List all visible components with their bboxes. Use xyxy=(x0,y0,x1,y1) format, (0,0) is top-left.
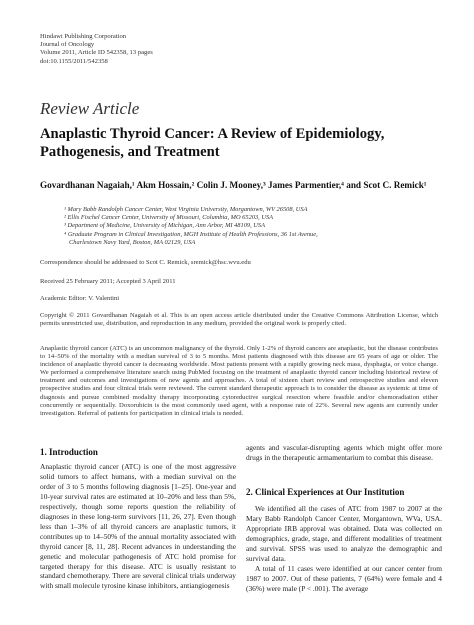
section-heading-clinical-experiences: 2. Clinical Experiences at Our Institution xyxy=(246,487,405,497)
clinical-paragraph-1: We identified all the cases of ATC from 1987 to 2007 at the Mary Babb Randolph Cancer Center, Morgantown, WVa, USA. Appropriate IRB approval was obtained. Data was collected on demographics, grade, stage, and different modalities of treatment and survival. SPSS was used to analyze the demographic and survival data. xyxy=(246,504,442,563)
affiliations xyxy=(64,206,444,247)
affiliation-2: ² Ellis Fischel Cancer Center, University of Missouri, Columbia, MO 65203, USA xyxy=(64,214,274,222)
introduction-continued xyxy=(246,443,442,463)
journal-line: Journal of Oncology xyxy=(40,41,95,49)
introduction-paragraph-continued: agents and vascular-disrupting agents which might offer more drugs in the therapeutic armamentarium to combat this disease. xyxy=(246,443,442,462)
clinical-experiences-body xyxy=(246,504,442,594)
article-type: Review Article xyxy=(40,99,140,118)
volume-line: Volume 2011, Article ID 542358, 13 pages xyxy=(40,49,153,57)
introduction-paragraph: Anaplastic thyroid cancer (ATC) is one of the most aggressive solid tumors to affect humans, with a median survival on the order of 3 to 5 months following diagnosis [1–25]. One-year and 10-year survival rates are estimated at 10–20% and less than 5%, respectively, though some reports question the reliability of diagnoses in these long-term survivors [11, 26, 27]. Even though less than 1–3% of all thyroid cancers are anaplastic tumors, it contributes up to 14–50% of the annual mortality associated with thyroid cancer [8, 11, 28]. Recent advances in understanding the genetic and molecular pathogenesis of ATC hold promise for targeted therapy for this disease. ATC is usually resistant to standard chemotherapy. There are several clinical trials underway with small molecule tyrosine kinase inhibitors, antiangiogenesis xyxy=(40,462,236,591)
correspondence: Correspondence should be addressed to Scot C. Remick, sremick@hsc.wvu.edu xyxy=(40,259,251,266)
affiliation-4-cont: Charlestown Navy Yard, Boston, MA 02129, USA xyxy=(69,238,196,246)
introduction-body xyxy=(40,462,236,591)
received-dates: Received 25 February 2011; Accepted 3 April 2011 xyxy=(40,278,176,285)
abstract: Anaplastic thyroid cancer (ATC) is an uncommon malignancy of the thyroid. Only 1-2% of thyroid cancers are anaplastic, but the disease contributes to 14–50% of the mortality with a median survival of 3 to 5 months. Most patients diagnosed with this disease are 65 years of age or older. The incidence of anaplastic thyroid cancer is decreasing worldwide. Most patients present with a rapidly growing neck mass, dysphagia, or voice change. We performed a comprehensive literature search using PubMed focusing on the treatment of anaplastic thyroid cancer including historical review of treatment and outcomes and investigations of new agents and approaches. A total of sixteen chart review and retrospective studies and eleven prospective studies and four clinical trials were reviewed. The current standard therapeutic approach is to consider the disease as systemic at time of diagnosis and pursue combined modality therapy incorporating cytoreductive surgical resection where feasible and/or chemoradiation either concurrently or sequentially. Doxorubicin is the most commonly used agent, with a response rate of 22%. Several new agents are currently under investigation. Referral of patients for participation in clinical trials is needed. xyxy=(40,345,438,417)
affiliation-3: ³ Department of Medicine, University of Michigan, Ann Arbor, MI 48109, USA xyxy=(64,222,266,230)
academic-editor: Academic Editor: V. Valentini xyxy=(40,295,120,302)
publisher-line: Hindawi Publishing Corporation xyxy=(40,33,127,40)
section-heading-introduction: 1. Introduction xyxy=(40,447,98,457)
article-title: Anaplastic Thyroid Cancer: A Review of Epidemiology, Pathogenesis, and Treatment xyxy=(40,126,385,160)
affiliation-1: ¹ Mary Babb Randolph Cancer Center, West Virginia University, Morgantown, WV 26508, USA xyxy=(64,206,308,213)
doi-line: doi:10.1155/2011/542358 xyxy=(40,57,108,65)
author-list: Govardhanan Nagaiah,¹ Akm Hossain,² Colin J. Mooney,³ James Parmentier,⁴ and Scot C. Remick¹ xyxy=(40,180,427,190)
clinical-paragraph-2: A total of 11 cases were identified at our cancer center from 1987 to 2007. Out of these patients, 7 (64%) were female and 4 (36%) were male (P < .001). The average xyxy=(246,563,442,593)
journal-header xyxy=(40,33,153,66)
affiliation-4: ⁴ Graduate Program in Clinical Investigation, MGH Institute of Health Professions, 36 1st Avenue, xyxy=(64,230,318,238)
copyright-notice: Copyright © 2011 Govardhanan Nagaiah et al. This is an open access article distributed under the Creative Commons Attribution License, which permits unrestricted use, distribution, and reproduction in any medium, provided the original work is properly cited. xyxy=(40,312,438,328)
